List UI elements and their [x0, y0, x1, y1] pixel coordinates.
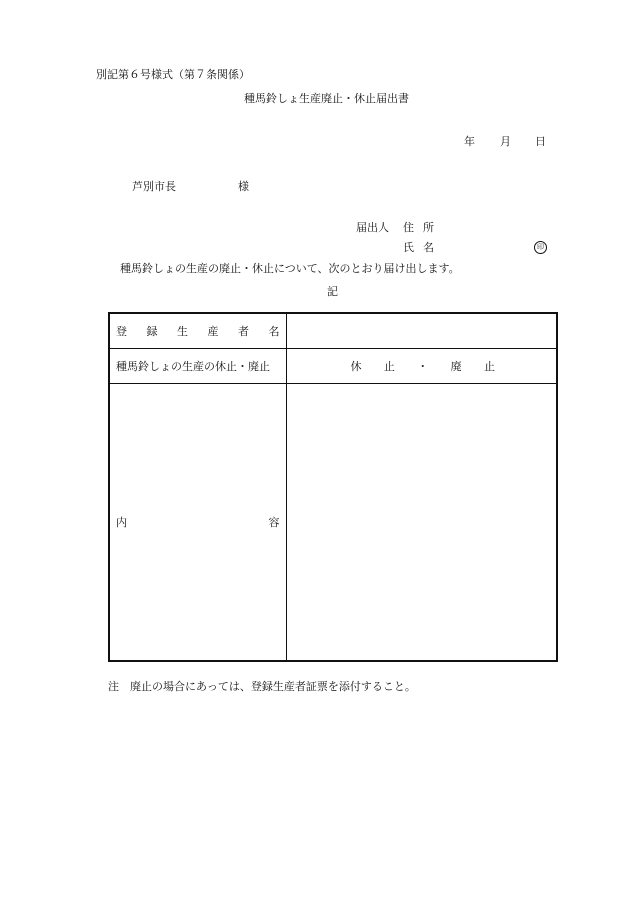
- date-day-label: 日: [535, 135, 546, 148]
- status-option-char: 廃: [450, 360, 462, 373]
- contents-label-char: 容: [268, 516, 280, 529]
- status-label-cell: 種馬鈴しょの生産の休止・廃止: [109, 349, 286, 384]
- status-options-cell[interactable]: [286, 349, 557, 384]
- addressee-honorific: 様: [238, 180, 249, 193]
- date-year-label: 年: [464, 135, 475, 148]
- producer-name-label-char: 録: [146, 325, 158, 338]
- producer-name-field[interactable]: [286, 313, 557, 349]
- table-row-contents: [109, 384, 557, 662]
- producer-name-label-char: 産: [207, 325, 219, 338]
- intro-text: 種馬鈴しょの生産の廃止・休止について、次のとおり届け出します。: [120, 262, 460, 275]
- document-title: 種馬鈴しょ生産廃止・休止届出書: [244, 92, 409, 105]
- producer-name-label-char: 者: [238, 325, 249, 338]
- status-option-char: 止: [383, 360, 395, 373]
- producer-name-label-char: 名: [268, 325, 280, 338]
- applicant-label: 届出人: [356, 221, 389, 234]
- addressee-name: 芦別市長: [132, 180, 176, 193]
- status-option-separator: ・: [417, 360, 429, 373]
- contents-field[interactable]: [286, 384, 557, 662]
- contents-label-cell: [109, 384, 286, 662]
- date-month-label: 月: [500, 135, 511, 148]
- contents-label-char: 内: [116, 516, 127, 529]
- form-number-label: 別記第６号様式（第７条関係）: [96, 68, 250, 81]
- ki-heading: 記: [327, 285, 338, 298]
- name-label: 氏名: [403, 241, 443, 254]
- status-option-char: 止: [484, 360, 495, 373]
- table-row-status: [109, 349, 557, 384]
- table-row-producer-name: [109, 313, 557, 349]
- producer-name-label-char: 生: [177, 325, 188, 338]
- address-label: 住所: [403, 221, 443, 234]
- seal-icon: 印: [534, 241, 547, 254]
- producer-name-label-cell: [109, 313, 286, 349]
- producer-name-label-char: 登: [116, 325, 127, 338]
- status-option-char: 休: [350, 360, 362, 373]
- footnote: 注 廃止の場合にあっては、登録生産者証票を添付すること。: [108, 680, 416, 693]
- record-table: [108, 312, 558, 662]
